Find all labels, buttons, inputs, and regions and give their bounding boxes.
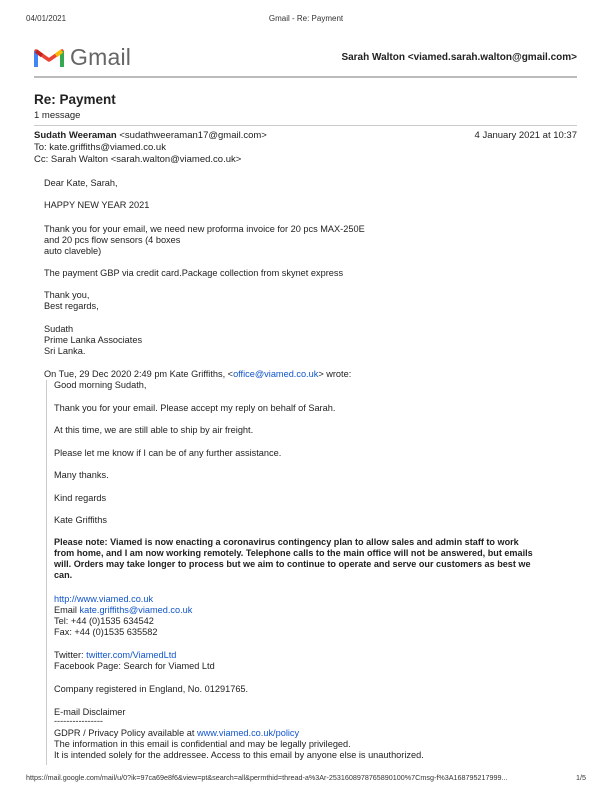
- body-paragraph-2: The payment GBP via credit card.Package collection from skynet express: [44, 268, 344, 278]
- to-line: To: kate.griffiths@viamed.co.uk: [34, 142, 166, 153]
- print-title: Gmail - Re: Payment: [268, 14, 344, 23]
- gdpr-prefix: GDPR / Privacy Policy available at: [54, 728, 197, 738]
- gdpr-policy-link[interactable]: www.viamed.co.uk/policy: [196, 728, 300, 738]
- signature-name: Sudath: [44, 324, 74, 334]
- quote-header-email-link[interactable]: office@viamed.co.uk: [233, 369, 319, 379]
- quote-paragraph-5: Kind regards: [54, 493, 107, 503]
- message-date: 4 January 2021 at 10:37: [474, 130, 577, 141]
- facebook-line: Facebook Page: Search for Viamed Ltd: [54, 661, 215, 671]
- quote-paragraph-1: Thank you for your email. Please accept my reply on behalf of Sarah.: [54, 403, 336, 413]
- quote-paragraph-4: Many thanks.: [54, 470, 109, 480]
- email-link[interactable]: kate.griffiths@viamed.co.uk: [79, 605, 193, 615]
- covid-note-line-2: from home, and I am now working remotely. Telephone calls to the main office will not be answered, but emails: [54, 548, 533, 558]
- print-page-number: 1/5: [576, 773, 586, 782]
- sender-email: <sudathweeraman17@gmail.com>: [119, 130, 267, 141]
- account-label: Sarah Walton <viamed.sarah.walton@gmail.com>: [341, 52, 577, 63]
- email-line: [54, 605, 192, 617]
- body-greeting: Dear Kate, Sarah,: [44, 178, 118, 188]
- website-link[interactable]: http://www.viamed.co.uk: [54, 594, 154, 604]
- message-count: 1 message: [34, 110, 81, 121]
- body-paragraph-1-line-1: Thank you for your email, we need new proforma invoice for 20 pcs MAX-250E: [44, 224, 365, 234]
- thread-subject: Re: Payment: [34, 92, 116, 107]
- confidential-line-1: The information in this email is confidential and may be legally privileged.: [54, 739, 351, 749]
- body-paragraph-1-line-3: auto claveble): [44, 246, 102, 256]
- quote-bar: [46, 380, 47, 765]
- email-label: Email: [54, 605, 80, 615]
- tel-line: Tel: +44 (0)1535 634542: [54, 616, 154, 626]
- confidential-line-2: It is intended solely for the addressee. Access to this email by anyone else is unauthorized.: [54, 750, 424, 760]
- body-thanks: Thank you,: [44, 290, 90, 300]
- quote-header: [44, 369, 351, 381]
- gmail-logo-icon: [34, 45, 64, 69]
- sender-name: Sudath Weeraman: [34, 130, 117, 141]
- print-date: 04/01/2021: [26, 14, 67, 23]
- covid-note-line-4: can.: [54, 570, 73, 580]
- quote-header-suffix: > wrote:: [318, 369, 352, 379]
- cc-line: Cc: Sarah Walton <sarah.walton@viamed.co.uk>: [34, 154, 242, 165]
- gdpr-line: [54, 728, 299, 740]
- gmail-logo[interactable]: [34, 44, 131, 70]
- sender: [34, 130, 267, 141]
- subject-divider: [34, 125, 577, 126]
- body-paragraph-1-line-2: and 20 pcs flow sensors (4 boxes: [44, 235, 181, 245]
- disclaimer-title: E-mail Disclaimer: [54, 707, 126, 717]
- quote-paragraph-3: Please let me know if I can be of any further assistance.: [54, 448, 282, 458]
- fax-line: Fax: +44 (0)1535 635582: [54, 627, 158, 637]
- signature-country: Sri Lanka.: [44, 346, 86, 356]
- twitter-link[interactable]: twitter.com/ViamedLtd: [86, 650, 177, 660]
- quote-header-prefix: On Tue, 29 Dec 2020 2:49 pm Kate Griffiths, <: [44, 369, 234, 379]
- quote-paragraph-6: Kate Griffiths: [54, 515, 107, 525]
- company-registration: Company registered in England, No. 01291765.: [54, 684, 249, 694]
- twitter-line: [54, 650, 176, 662]
- twitter-label: Twitter:: [54, 650, 87, 660]
- quote-paragraph-2: At this time, we are still able to ship by air freight.: [54, 425, 254, 435]
- disclaimer-rule: ----------------: [54, 716, 103, 726]
- signature-company: Prime Lanka Associates: [44, 335, 143, 345]
- print-url: https://mail.google.com/mail/u/0?ik=97ca69e8f6&view=pt&search=all&permthid=thread-a%3Ar-2531608978765890100%7Cmsg-f%3A168795217999...: [26, 773, 508, 782]
- body-new-year: HAPPY NEW YEAR 2021: [44, 200, 150, 210]
- covid-note-line-1: Please note: Viamed is now enacting a coronavirus contingency plan to allow sales and admin staff to work: [54, 537, 519, 547]
- gmail-wordmark: Gmail: [70, 43, 132, 70]
- header-divider: [34, 76, 577, 78]
- covid-note-line-3: will. Orders may take longer to process but we aim to continue to operate and serve our customers as best we: [54, 559, 531, 569]
- quote-greeting: Good morning Sudath,: [54, 380, 147, 390]
- body-regards: Best regards,: [44, 301, 99, 311]
